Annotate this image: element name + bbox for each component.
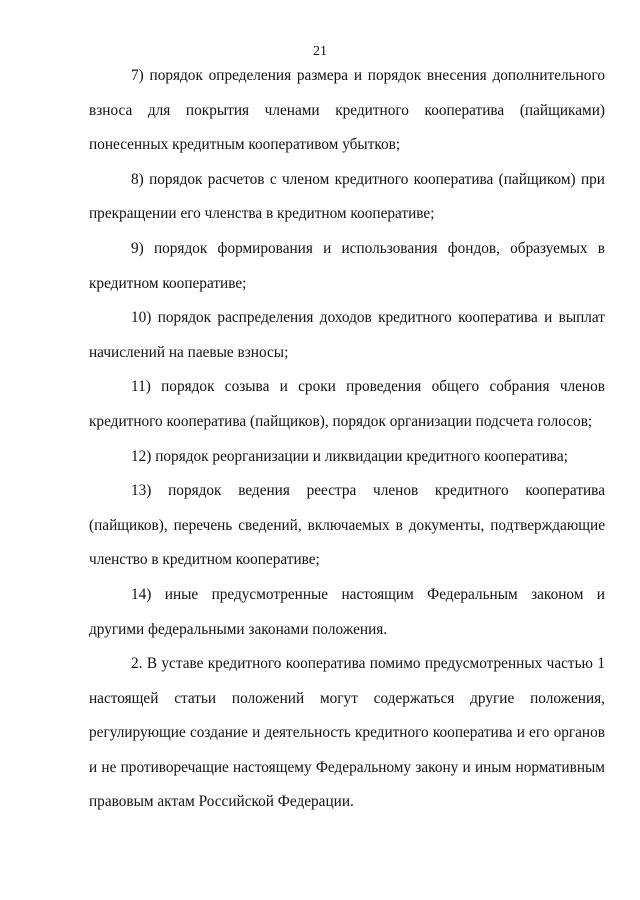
document-body [89, 59, 605, 820]
list-item-7: 7) порядок определения размера и порядок внесения дополнительного взноса для покрытия членами кредитного кооператива (пайщиками) понесенных кредитным кооперативом убытков; [89, 67, 605, 154]
list-item-9: 9) порядок формирования и использования фондов, образуемых в кредитном кооперативе; [89, 239, 605, 292]
page-number: 21 [313, 44, 327, 59]
list-item-14: 14) иные предусмотренные настоящим Федеральным законом и другими федеральными законами положения. [89, 585, 605, 638]
list-item-11: 11) порядок созыва и сроки проведения общего собрания членов кредитного кооператива (пайщиков), порядок организации подсчета голосов; [89, 378, 605, 430]
list-item-10: 10) порядок распределения доходов кредитного кооператива и выплат начислений на паевые взносы; [89, 309, 605, 361]
list-item-12: 12) порядок реорганизации и ликвидации кредитного кооператива; [131, 447, 568, 465]
section-2-paragraph: 2. В уставе кредитного кооператива помимо предусмотренных частью 1 настоящей статьи положений могут содержаться другие положения, регулирующие создание и деятельность кредитного кооператива и его органов и не противоречащие настоящему Федеральному закону и иным нормативным правовым актам Российской Федерации. [89, 655, 605, 811]
list-item-13: 13) порядок ведения реестра членов кредитного кооператива (пайщиков), перечень сведений, включаемых в документы, подтверждающие членство в кредитном кооперативе; [89, 482, 605, 569]
list-item-8: 8) порядок расчетов с членом кредитного кооператива (пайщиком) при прекращении его членства в кредитном кооперативе; [89, 170, 605, 223]
